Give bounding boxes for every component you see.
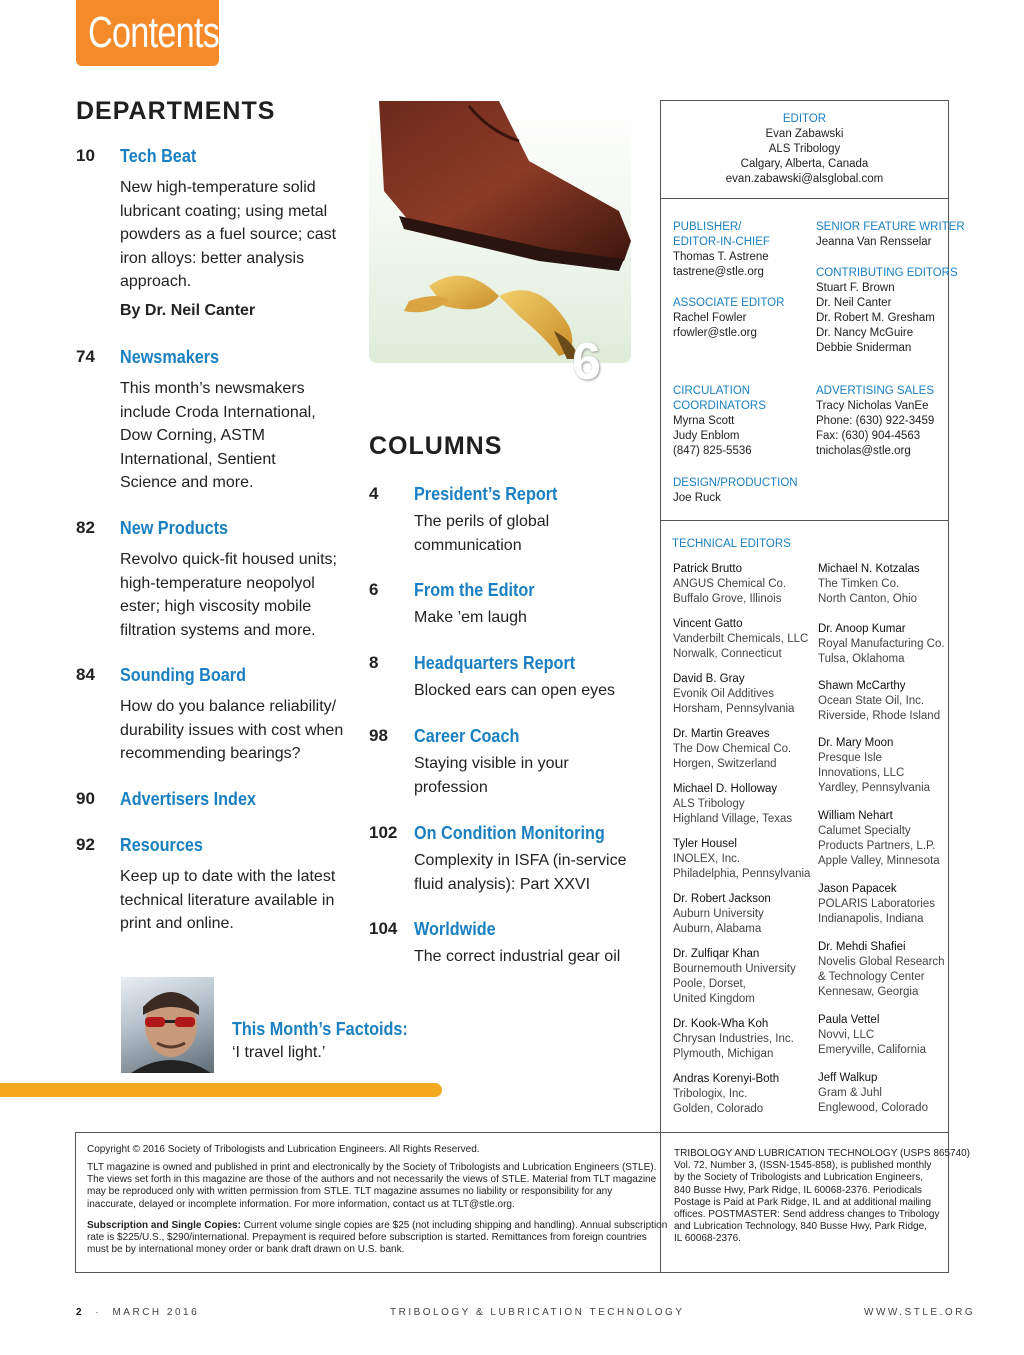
editor-line: Evan Zabawski xyxy=(765,128,844,140)
technical-editor-affiliation: ALS Tribology xyxy=(673,798,745,810)
senior-feature-writer-label: SENIOR FEATURE WRITER xyxy=(816,221,965,233)
technical-editor-affiliation: Tulsa, Oklahoma xyxy=(818,653,905,665)
department-description-line: Science and more. xyxy=(120,474,254,491)
associate-editor-line: Rachel Fowler xyxy=(673,312,747,324)
technical-editor-name: Tyler Housel xyxy=(673,838,737,850)
contributing-editors-line: Dr. Neil Canter xyxy=(816,297,892,309)
publication-statement xyxy=(674,1148,970,1246)
technical-editor-affiliation: Vanderbilt Chemicals, LLC xyxy=(673,633,809,645)
technical-editor-name: Dr. Mary Moon xyxy=(818,737,894,749)
technical-editor-affiliation: Indianapolis, Indiana xyxy=(818,913,924,925)
editor-line: Calgary, Alberta, Canada xyxy=(740,158,869,170)
contributing-editors-label: CONTRIBUTING EDITORS xyxy=(816,267,958,279)
publication-statement-line: offices. POSTMASTER: Send address changes to Tribology xyxy=(674,1209,940,1221)
technical-editor-entry xyxy=(673,892,771,937)
design-production-line: Joe Ruck xyxy=(673,492,721,504)
technical-editor-affiliation: Philadelphia, Pennsylvania xyxy=(673,868,811,880)
department-description-line: Revolvo quick-fit housed units; xyxy=(120,551,337,568)
column-description-line: Complexity in ISFA (in-service xyxy=(414,852,627,869)
contributing-editors-line: Stuart F. Brown xyxy=(816,282,895,294)
technical-editor-entry xyxy=(673,672,794,717)
copyright-paragraph-line: TLT magazine is owned and published in print and electronically by the Society of Tribologists and Lubrication Engineers (STLE). xyxy=(87,1162,657,1173)
department-description-line: New high-temperature solid xyxy=(120,179,316,196)
copyright-paragraph-line: The views set forth in this magazine are those of the authors and not necessarily the views of STLE. Material from TLT magazine xyxy=(87,1174,657,1186)
department-page-number: 74 xyxy=(76,347,95,366)
contributing-editors-line: Debbie Sniderman xyxy=(816,342,912,354)
department-description-line: high-temperature neopolyol xyxy=(120,574,315,592)
columns-heading: COLUMNS xyxy=(369,432,503,460)
technical-editor-affiliation: Buffalo Grove, Illinois xyxy=(673,593,782,605)
technical-editor-affiliation: Innovations, LLC xyxy=(818,767,905,779)
department-description-line: recommending bearings? xyxy=(120,745,301,762)
technical-editor-affiliation: Yardley, Pennsylvania xyxy=(818,782,931,794)
technical-editor-affiliation: Apple Valley, Minnesota xyxy=(818,855,940,867)
publication-statement-line: 840 Busse Hwy, Park Ridge, IL 60068-2376. Periodicals xyxy=(674,1184,922,1196)
publication-statement-line: and Lubrication Technology, 840 Busse Hwy, Park Ridge, xyxy=(674,1221,927,1233)
column-page-number: 98 xyxy=(369,726,388,745)
technical-editors-label: TECHNICAL EDITORS xyxy=(672,538,791,550)
technical-editor-name: Vincent Gatto xyxy=(673,618,743,630)
technical-editor-name: Jason Papacek xyxy=(818,883,897,895)
editor-label: EDITOR xyxy=(782,113,827,125)
technical-editor-affiliation: Riverside, Rhode Island xyxy=(818,710,941,722)
technical-editor-entry xyxy=(673,1072,779,1117)
contributing-editors-line: Dr. Nancy McGuire xyxy=(816,327,914,339)
advertising-sales-line: Tracy Nicholas VanEe xyxy=(816,400,929,412)
technical-editor-affiliation: Novelis Global Research xyxy=(818,956,945,968)
factoid-heading: This Month’s Factoids: xyxy=(232,1019,408,1039)
copyright-box xyxy=(75,1132,971,1273)
technical-editor-name: Dr. Kook-Wha Koh xyxy=(673,1018,769,1030)
advertising-sales-line: Phone: (630) 922-3459 xyxy=(816,415,935,427)
subscription-line: must be by international money order or bank draft drawn on U.S. bank. xyxy=(87,1244,405,1256)
department-description-line: How do you balance reliability/ xyxy=(120,698,337,715)
copyright-line: Copyright © 2016 Society of Tribologists and Lubrication Engineers. All Rights Reserved. xyxy=(87,1144,480,1155)
masthead-divider xyxy=(661,198,948,199)
technical-editor-name: William Nehart xyxy=(818,810,893,822)
technical-editor-affiliation: Emeryville, California xyxy=(818,1044,927,1056)
column-description-line: Staying visible in your xyxy=(414,755,569,772)
department-description-line: print and online. xyxy=(120,915,234,932)
department-title: Tech Beat xyxy=(120,146,197,166)
column-title: President’s Report xyxy=(414,484,558,504)
department-byline: By Dr. Neil Canter xyxy=(120,301,256,319)
department-description-line: include Croda International, xyxy=(120,403,316,421)
department-description-line: technical literature available in xyxy=(120,891,335,909)
department-description-line: lubricant coating; using metal xyxy=(120,202,328,220)
advertising-sales-line: tnicholas@stle.org xyxy=(816,445,911,457)
circulation-line: (847) 825-5536 xyxy=(673,445,752,457)
departments-heading: DEPARTMENTS xyxy=(76,97,276,125)
technical-editor-entry xyxy=(673,1017,794,1062)
technical-editor-entry xyxy=(673,562,786,607)
column-title: Headquarters Report xyxy=(414,653,576,673)
technical-editor-name: David B. Gray xyxy=(673,673,745,685)
photo-page-number: 6 xyxy=(572,333,601,391)
subscription-line xyxy=(87,1220,667,1232)
technical-editor-entry xyxy=(673,837,810,882)
technical-editor-entry xyxy=(818,940,945,1000)
department-page-number: 92 xyxy=(76,835,95,854)
technical-editor-affiliation: Highland Village, Texas xyxy=(673,813,793,825)
technical-editor-affiliation: Golden, Colorado xyxy=(673,1103,764,1115)
department-description-line: filtration systems and more. xyxy=(120,621,316,639)
technical-editor-affiliation: North Canton, Ohio xyxy=(818,593,918,605)
publication-statement-line: by the Society of Tribologists and Lubrication Engineers, xyxy=(674,1172,924,1184)
factoid-text: ‘I travel light.’ xyxy=(232,1044,326,1061)
technical-editor-entry xyxy=(818,882,935,927)
publication-name: TRIBOLOGY & LUBRICATION TECHNOLOGY xyxy=(390,1307,685,1318)
department-title: New Products xyxy=(120,518,229,538)
technical-editor-affiliation: Englewood, Colorado xyxy=(818,1102,928,1114)
publication-statement-line: Vol. 72, Number 3, (ISSN-1545-858), is published monthly xyxy=(674,1160,932,1172)
technical-editor-affiliation: Auburn, Alabama xyxy=(673,923,762,935)
technical-editor-affiliation: ANGUS Chemical Co. xyxy=(673,578,787,590)
copyright-paragraph-line: may be reproduced only with written permission from STLE. TLT magazine assumes no liability or responsibility for any xyxy=(87,1186,613,1198)
column-title: Career Coach xyxy=(414,726,520,746)
technical-editor-affiliation: United Kingdom xyxy=(673,993,755,1005)
column-description-line: Blocked ears can open eyes xyxy=(414,682,616,699)
editor-line: ALS Tribology xyxy=(768,143,841,155)
technical-editor-affiliation: Tribologix, Inc. xyxy=(673,1088,748,1100)
technical-editor-name: Jeff Walkup xyxy=(818,1072,878,1084)
technical-editor-entry xyxy=(818,679,940,724)
technical-editor-entry xyxy=(818,562,920,607)
column-title: Worldwide xyxy=(414,919,496,939)
technical-editor-entry xyxy=(818,809,940,869)
technical-editor-affiliation: Chrysan Industries, Inc. xyxy=(673,1033,794,1045)
advertising-sales-line: Fax: (630) 904-4563 xyxy=(816,430,921,442)
technical-editor-entry xyxy=(673,727,791,772)
technical-editor-affiliation: The Dow Chemical Co. xyxy=(673,743,792,755)
technical-editor-affiliation: Ocean State Oil, Inc. xyxy=(818,695,925,707)
circulation-line: Judy Enblom xyxy=(673,430,740,442)
publisher-line: tastrene@stle.org xyxy=(673,266,764,278)
column-description-line: communication xyxy=(414,536,522,554)
publication-statement-line: IL 60068-2376. xyxy=(674,1233,741,1245)
technical-editor-name: Dr. Zulfiqar Khan xyxy=(673,948,760,960)
column-title: From the Editor xyxy=(414,580,535,600)
technical-editor-entry xyxy=(673,782,792,827)
associate-editor-line: rfowler@stle.org xyxy=(673,327,757,339)
website-link[interactable]: WWW.STLE.ORG xyxy=(864,1307,976,1318)
publisher-label: EDITOR-IN-CHIEF xyxy=(673,236,770,248)
technical-editor-name: Dr. Anoop Kumar xyxy=(818,623,906,635)
footer-left xyxy=(76,1307,199,1318)
technical-editor-affiliation: Gram & Juhl xyxy=(818,1087,882,1099)
technical-editor-name: Michael N. Kotzalas xyxy=(818,563,920,575)
technical-editor-affiliation: Poole, Dorset, xyxy=(673,978,746,990)
decorative-orange-bar xyxy=(0,1083,442,1097)
advertising-sales-label: ADVERTISING SALES xyxy=(816,385,935,397)
issue-date: MARCH 2016 xyxy=(112,1307,200,1318)
technical-editor-affiliation: & Technology Center xyxy=(818,971,925,983)
masthead-divider xyxy=(661,520,948,521)
column-page-number: 8 xyxy=(369,653,379,672)
column-description-line: fluid analysis): Part XXVI xyxy=(414,875,591,893)
technical-editor-affiliation: Plymouth, Michigan xyxy=(673,1048,774,1060)
contents-tab xyxy=(76,0,219,66)
editor-line: evan.zabawski@alsglobal.com xyxy=(725,173,884,185)
column-description-line: The perils of global xyxy=(414,513,550,530)
technical-editor-affiliation: Bournemouth University xyxy=(673,963,796,975)
technical-editor-entry xyxy=(818,1013,926,1058)
department-description-line: approach. xyxy=(120,273,192,290)
subscription-label: Subscription and Single Copies: xyxy=(87,1220,241,1231)
technical-editor-entry xyxy=(673,947,796,1007)
department-title: Newsmakers xyxy=(120,347,220,367)
technical-editor-affiliation: Horsham, Pennsylvania xyxy=(673,703,795,715)
column-page-number: 102 xyxy=(369,823,398,842)
subscription-line: rate is $225/U.S., $290/international. Prepayment is required before subscription is started. Remittances from foreign countries xyxy=(87,1232,647,1244)
technical-editor-affiliation: The Timken Co. xyxy=(818,578,900,590)
technical-editor-affiliation: Products Partners, L.P. xyxy=(818,840,936,852)
technical-editor-entry xyxy=(818,1071,928,1116)
subscription-paragraph xyxy=(87,1220,667,1257)
technical-editor-name: Paula Vettel xyxy=(818,1014,880,1026)
technical-editor-entry xyxy=(818,622,945,667)
publisher-line: Thomas T. Astrene xyxy=(673,251,769,263)
technical-editor-name: Andras Korenyi-Both xyxy=(673,1073,780,1085)
technical-editor-name: Dr. Martin Greaves xyxy=(673,728,770,740)
column-title: On Condition Monitoring xyxy=(414,823,605,843)
department-title: Advertisers Index xyxy=(120,789,256,809)
department-page-number: 84 xyxy=(76,665,95,684)
department-description-line: durability issues with cost when xyxy=(120,721,344,739)
column-description-line: The correct industrial gear oil xyxy=(414,948,621,965)
banana-peel-shoe-photo xyxy=(369,101,631,363)
publication-statement-line: Postage is Paid at Park Ridge, IL and at additional mailing xyxy=(674,1196,932,1208)
circulation-label: CIRCULATION xyxy=(673,385,751,397)
contents-label: Contents xyxy=(88,8,220,57)
department-title: Sounding Board xyxy=(120,665,246,685)
circulation-label: COORDINATORS xyxy=(673,400,766,412)
technical-editor-affiliation: Evonik Oil Additives xyxy=(673,688,774,700)
associate-editor-label: ASSOCIATE EDITOR xyxy=(673,297,785,309)
technical-editor-affiliation: Auburn University xyxy=(673,908,764,920)
column-description-line: Make ’em laugh xyxy=(414,609,527,626)
technical-editor-affiliation: Horgen, Switzerland xyxy=(673,758,777,770)
column-description-line: profession xyxy=(414,778,488,796)
technical-editor-affiliation: INOLEX, Inc. xyxy=(673,853,741,865)
publisher-label: PUBLISHER/ xyxy=(673,221,742,233)
column-page-number: 6 xyxy=(369,580,379,599)
technical-editor-name: Patrick Brutto xyxy=(673,563,743,575)
column-page-number: 4 xyxy=(369,484,379,503)
copyright-paragraph-line: inaccurate, delayed or incomplete information. For more information, contact us at TLT@stle.org. xyxy=(87,1198,515,1210)
department-description-line: This month’s newsmakers xyxy=(120,380,305,397)
technical-editor-name: Dr. Robert Jackson xyxy=(673,893,771,905)
department-page-number: 90 xyxy=(76,789,95,808)
department-description-line: Dow Corning, ASTM xyxy=(120,427,265,444)
department-title: Resources xyxy=(120,835,203,855)
technical-editor-affiliation: Calumet Specialty xyxy=(818,825,911,837)
page-number: 2 xyxy=(76,1307,85,1318)
contributing-editors-line: Dr. Robert M. Gresham xyxy=(816,312,935,324)
subscription-text: Current volume single copies are $25 (not including shipping and handling). Annual subscription xyxy=(240,1220,668,1231)
column-page-number: 104 xyxy=(369,919,398,938)
department-description-line: International, Sentient xyxy=(120,450,276,468)
technical-editor-affiliation: Norwalk, Connecticut xyxy=(673,648,782,660)
technical-editor-entry xyxy=(673,617,808,662)
department-description-line: Keep up to date with the latest xyxy=(120,868,336,885)
publication-statement-line: TRIBOLOGY AND LUBRICATION TECHNOLOGY (USPS 865740) xyxy=(674,1148,971,1159)
technical-editor-name: Shawn McCarthy xyxy=(818,680,906,692)
department-description-line: powders as a fuel source; cast xyxy=(120,226,337,243)
footer-separator: · xyxy=(95,1307,102,1318)
technical-editor-affiliation: Royal Manufacturing Co. xyxy=(818,638,945,650)
circulation-line: Myrna Scott xyxy=(673,415,735,427)
copyright-paragraph xyxy=(87,1162,656,1211)
masthead-box xyxy=(660,100,965,1273)
technical-editor-affiliation: Novvi, LLC xyxy=(818,1029,875,1041)
technical-editor-affiliation: Presque Isle xyxy=(818,752,882,764)
department-page-number: 82 xyxy=(76,518,95,537)
technical-editor-name: Michael D. Holloway xyxy=(673,783,778,795)
senior-feature-writer-line: Jeanna Van Rensselar xyxy=(816,236,932,248)
factoid-portrait-photo xyxy=(121,977,214,1073)
technical-editor-affiliation: POLARIS Laboratories xyxy=(818,898,935,910)
department-description-line: ester; high viscosity mobile xyxy=(120,598,312,615)
technical-editor-entry xyxy=(818,736,930,796)
department-page-number: 10 xyxy=(76,146,95,165)
technical-editor-name: Dr. Mehdi Shafiei xyxy=(818,941,906,953)
technical-editor-affiliation: Kennesaw, Georgia xyxy=(818,986,919,998)
design-production-label: DESIGN/PRODUCTION xyxy=(673,477,798,489)
department-description-line: iron alloys: better analysis xyxy=(120,249,305,267)
